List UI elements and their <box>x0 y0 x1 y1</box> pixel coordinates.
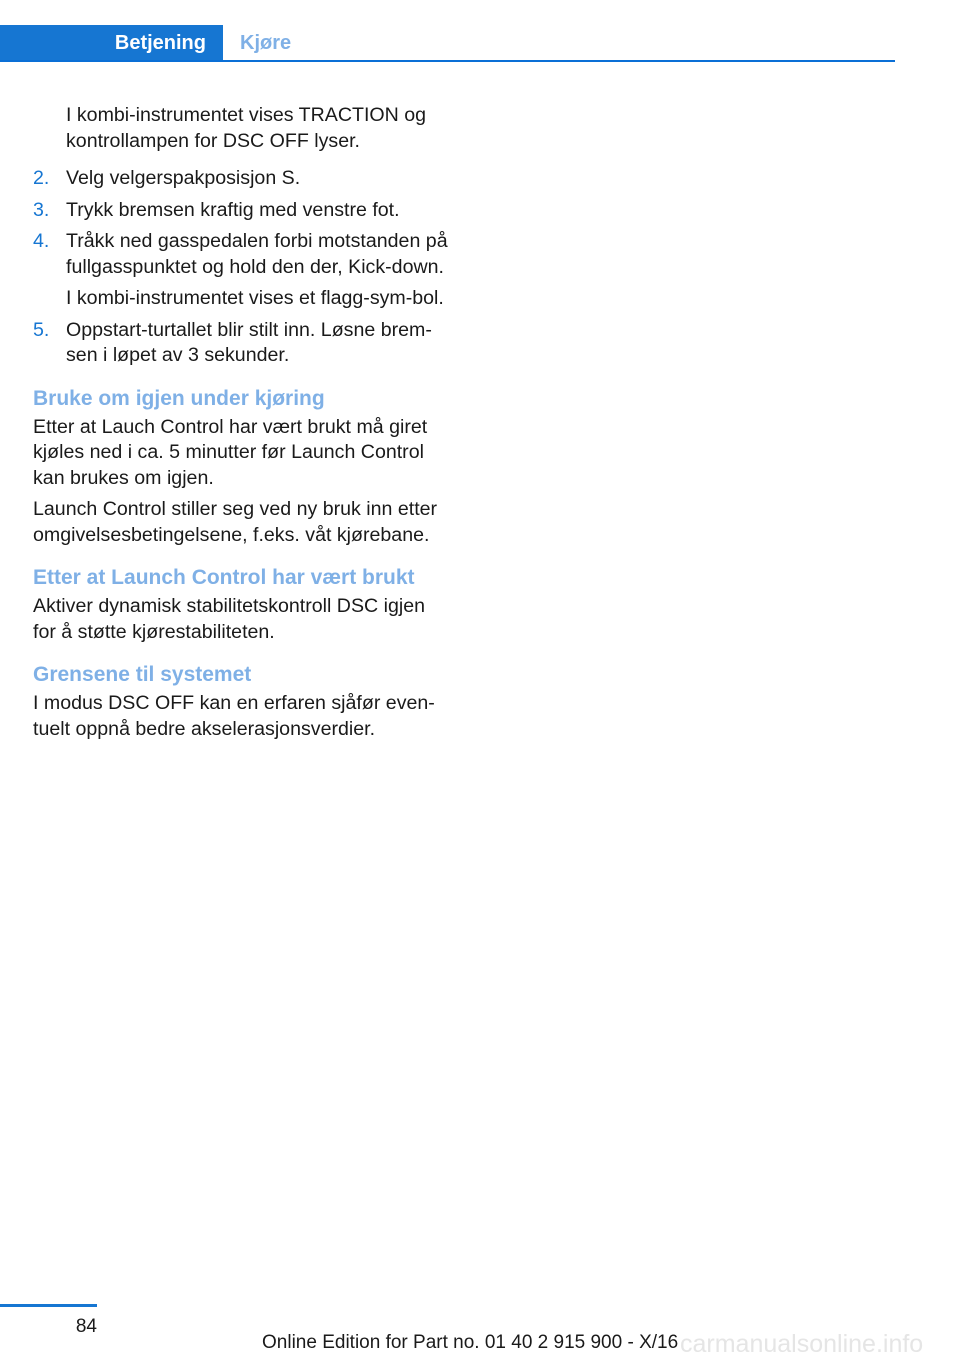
step-item <box>33 166 448 192</box>
header-divider <box>0 60 895 62</box>
step-text: Tråkk ned gasspedalen forbi motstanden på fullgasspunktet og hold den der, Kick-down. <box>66 230 448 278</box>
step-number: 2. <box>33 167 50 189</box>
lead-paragraph: I kombi-instrumentet vises TRACTION og kontrollampen for DSC OFF lyser. <box>66 104 427 152</box>
section-heading: Etter at Launch Control har vært brukt <box>33 566 415 589</box>
step-item <box>33 198 448 224</box>
section-heading: Bruke om igjen under kjøring <box>33 386 325 410</box>
step-text: Oppstart-turtallet blir stilt inn. Løsne brem-sen i løpet av 3 sekunder. <box>66 318 432 366</box>
main-content <box>33 103 448 748</box>
section-paragraph: Aktiver dynamisk stabilitetskontroll DSC igjen for å støtte kjørestabiliteten. <box>33 595 426 643</box>
step-extra-text: I kombi-instrumentet vises et flagg-sym-bol. <box>66 287 444 309</box>
section-paragraph: Launch Control stiller seg ved ny bruk inn etter omgivelsesbetingelsene, f.eks. våt kjørebane. <box>33 498 438 546</box>
step-number: 5. <box>33 318 50 341</box>
step-number: 3. <box>33 198 50 221</box>
step-number: 4. <box>33 230 50 252</box>
edition-text: Online Edition for Part no. 01 40 2 915 900 - X/16 <box>262 1332 679 1353</box>
step-text: Velg velgerspakposisjon S. <box>66 167 301 189</box>
watermark-text: carmanualsonline.info <box>680 1330 924 1358</box>
page-header <box>0 25 895 62</box>
page-number: 84 <box>75 1316 97 1337</box>
lead-text <box>33 103 448 154</box>
section-paragraph: Etter at Lauch Control har vært brukt må giret kjøles ned i ca. 5 minutter før Launch Control kan brukes om igjen. <box>33 415 428 489</box>
step-text: Trykk bremsen kraftig med venstre fot. <box>66 198 400 221</box>
tab-betjening[interactable]: Betjening <box>0 25 223 62</box>
step-item <box>33 229 448 312</box>
tab-kjore[interactable]: Kjøre <box>240 32 292 54</box>
footer-divider <box>0 1304 97 1307</box>
step-item <box>33 318 448 369</box>
section-paragraph: I modus DSC OFF kan en erfaren sjåfør even-tuelt oppnå bedre akselerasjonsverdier. <box>33 692 435 740</box>
section-heading: Grensene til systemet <box>33 663 252 686</box>
